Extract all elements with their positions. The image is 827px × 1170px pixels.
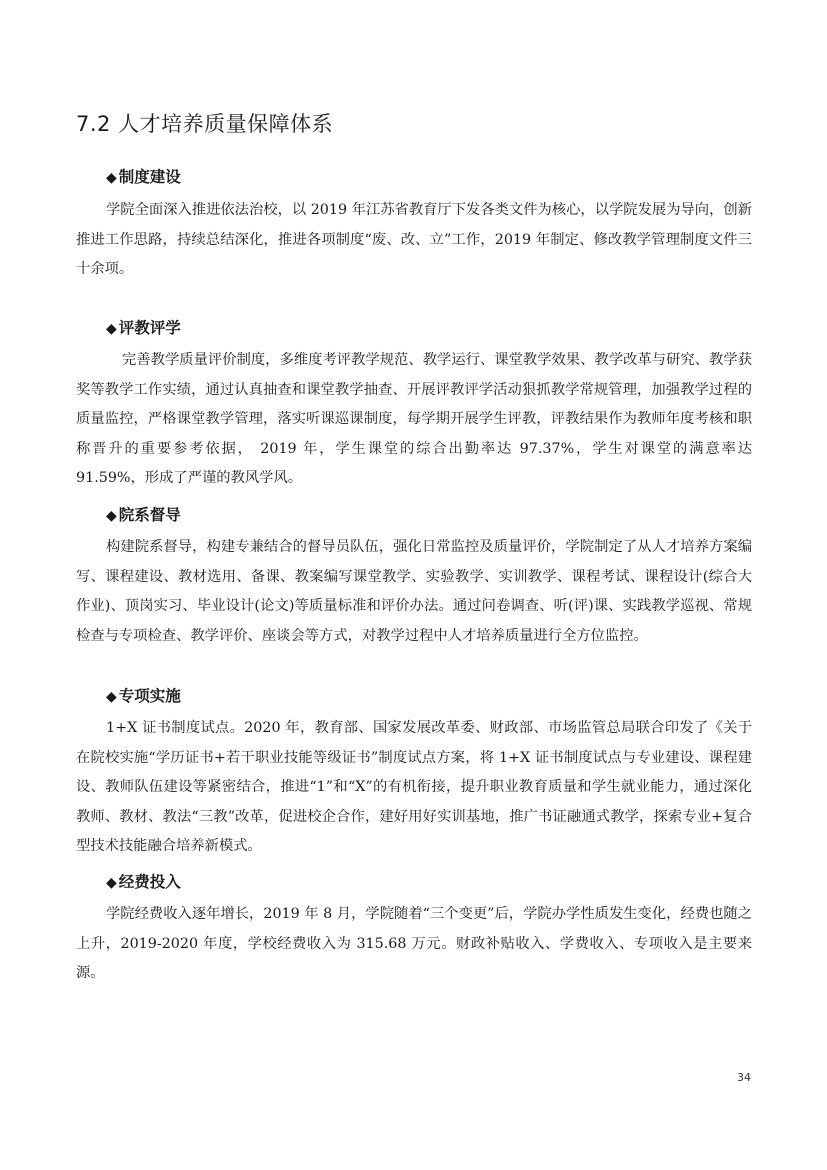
heading-zhidu	[106, 167, 181, 188]
page-number: 34	[737, 1071, 751, 1084]
diamond-bullet-icon: ◆	[106, 508, 117, 524]
heading-zhuanxiang-label: 专项实施	[118, 687, 181, 705]
paragraph-duodao: 构建院系督导，构建专兼结合的督导员队伍，强化日常监控及质量评价，学院制定了从人才培养方案编写、课程建设、教材选用、备课、教案编写课堂教学、实验教学、实训教学、课程考试、课程设计(综合大作业)、顶岗实习、毕业设计(论文)等质量标准和评价办法。通过问卷调查、听(评)课、实践教学巡视、常规检查与专项检查、教学评价、座谈会等方式，对教学过程中人才培养质量进行全方位监控。	[76, 539, 752, 644]
diamond-bullet-icon: ◆	[106, 321, 117, 337]
paragraph-zhuanxiang: 1+X 证书制度试点。2020 年，教育部、国家发展改革委、财政部、市场监管总局联合印发了《关于在院校实施“学历证书+若干职业技能等级证书”制度试点方案，将 1+X 证书制度试点与专业建设、课程建设、教师队伍建设等紧密结合，推进“1”和“X”的有机衔接，提升职业教育质量和学生就业能力，通过深化教师、教材、教法“三教”改革，促进校企合作，建好用好实训基地，推广书证融通式教学，探索专业+复合型技术技能融合培养新模式。	[76, 720, 752, 854]
heading-zhuanxiang	[106, 686, 181, 707]
heading-zhidu-label: 制度建设	[118, 168, 181, 186]
heading-jingfei	[106, 872, 181, 893]
heading-duodao-label: 院系督导	[118, 506, 181, 524]
paragraph-zhidu: 学院全面深入推进依法治校，以 2019 年江苏省教育厅下发各类文件为核心，以学院发展为导向，创新推进工作思路，持续总结深化，推进各项制度“废、改、立”工作，2019 年制定、修改教学管理制度文件三十余项。	[76, 202, 752, 277]
paragraph-pingjiao: 完善教学质量评价制度，多维度考评教学规范、教学运行、课堂教学效果、教学改革与研究、教学获奖等教学工作实绩，通过认真抽查和课堂教学抽查、开展评教评学活动狠抓教学常规管理，加强教学过程的质量监控，严格课堂教学管理，落实听课巡课制度，每学期开展学生评教，评教结果作为教师年度考核和职称晋升的重要参考依据， 2019 年，学生课堂的综合出勤率达 97.37%，学生对课堂的满意率达 91.59%，形成了严谨的教风学风。	[76, 352, 752, 486]
diamond-bullet-icon: ◆	[106, 170, 117, 186]
heading-jingfei-label: 经费投入	[118, 873, 181, 891]
heading-pingjiao	[106, 318, 181, 339]
heading-pingjiao-label: 评教评学	[118, 319, 181, 337]
diamond-bullet-icon: ◆	[106, 689, 117, 705]
paragraph-jingfei: 学院经费收入逐年增长，2019 年 8 月，学院随着“三个变更”后，学院办学性质发生变化，经费也随之上升，2019-2020 年度，学校经费收入为 315.68 万元。财政补贴收入、学费收入、专项收入是主要来源。	[76, 906, 752, 981]
diamond-bullet-icon: ◆	[106, 875, 117, 891]
section-title: 7.2 人才培养质量保障体系	[76, 112, 334, 136]
heading-duodao	[106, 505, 181, 526]
